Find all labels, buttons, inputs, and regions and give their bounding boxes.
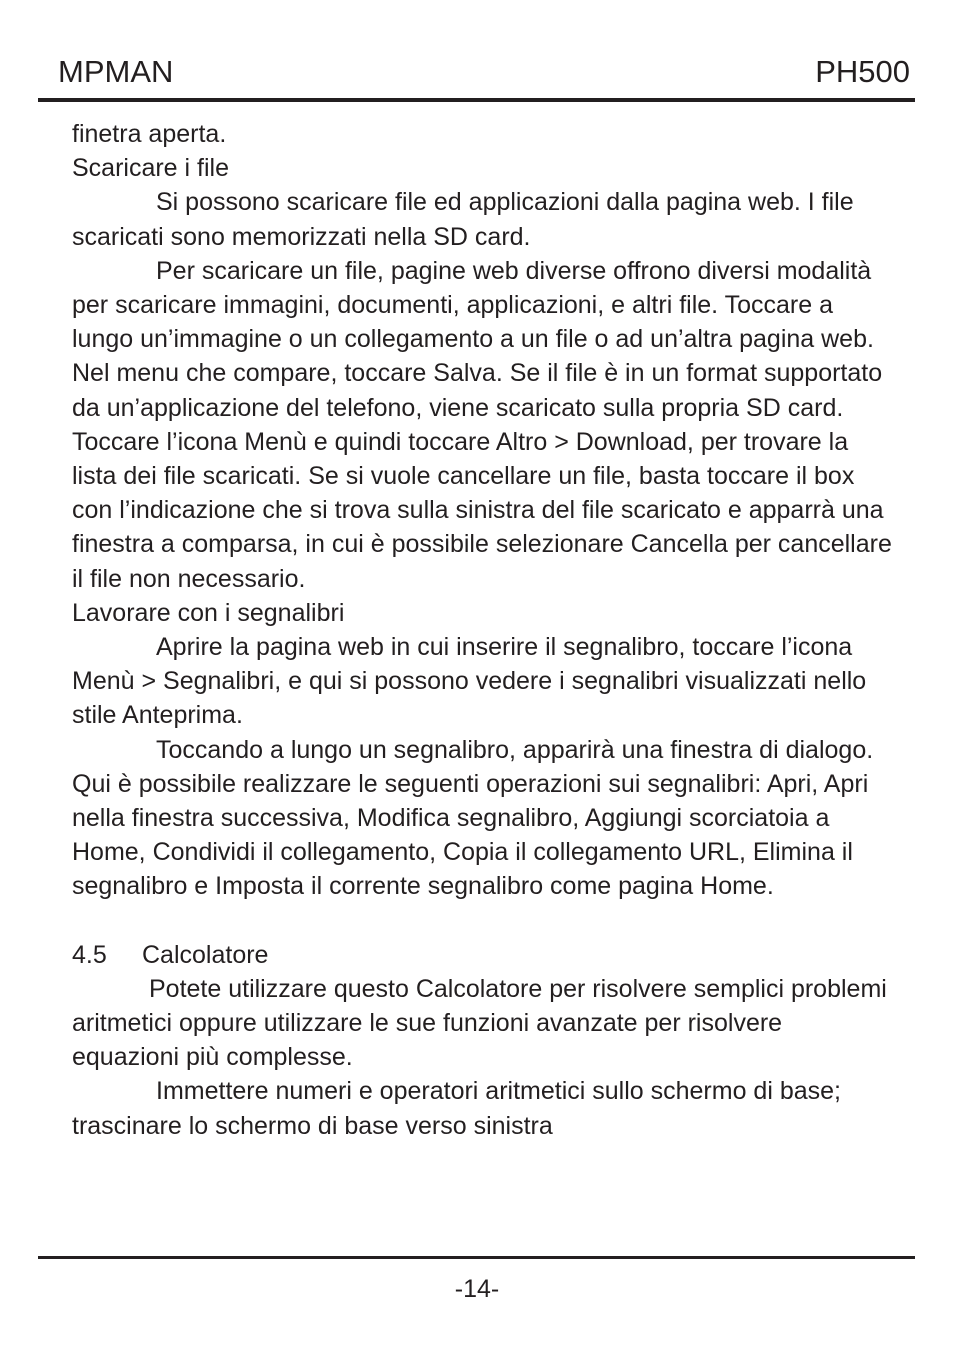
section-number: 4.5 <box>72 940 107 969</box>
heading-bookmarks: Lavorare con i segnalibri <box>72 598 345 627</box>
paragraph-download-intro: Si possono scaricare file ed applicazioni dalla pagina web. I file scaricati sono memorizzati nella SD card. <box>72 188 854 251</box>
section-spacer <box>72 904 892 938</box>
paragraph-calculator-usage: Immettere numeri e operatori aritmetici sullo schermo di base; trascinare lo schermo di base verso sinistra <box>72 1077 841 1140</box>
page-number: -14- <box>454 1275 500 1303</box>
section-title: Calcolatore <box>142 940 269 969</box>
page-header <box>38 52 914 98</box>
model-name: PH500 <box>815 54 910 89</box>
paragraph-bookmarks-actions: Toccando a lungo un segnalibro, apparirà una finestra di dialogo. Qui è possibile realizzare le seguenti operazioni sui segnalibri: Apri, Apri nella finestra successiva, Modifica segnalibro, Aggiungi scorciatoia a Home, Condividi il collegamento, Copia il collegamento URL, Elimina il segnalibro e Imposta il corrente segnalibro come pagina Home. <box>72 735 874 901</box>
header-rule <box>38 98 915 102</box>
page-body <box>72 117 892 1143</box>
paragraph-continuation: finetra aperta. <box>72 120 227 148</box>
footer-rule <box>38 1256 915 1259</box>
brand-name: MPMAN <box>58 54 174 89</box>
paragraph-download-steps: Per scaricare un file, pagine web diverse offrono diversi modalità per scaricare immagini, documenti, applicazioni, e altri file. Toccare a lungo un’immagine o un collegamento a un file o ad un’altra pagina web. Nel menu che compare, toccare Salva. Se il file è in un format supportato da un’applicazione del telefono, viene scaricato sulla propria SD card. Toccare l’icona Menù e quindi toccare Altro > Download, per trovare la lista dei file scaricati. Se si vuole cancellare un file, basta toccare il box con l’indicazione che si trova sulla sinistra del file scaricato e apparrà una finestra a comparsa, in cui è possibile selezionare Cancella per cancellare il file non necessario. <box>72 256 892 593</box>
paragraph-bookmarks-open: Aprire la pagina web in cui inserire il segnalibro, toccare l’icona Menù > Segnalibri, e qui si possono vedere i segnalibri visualizzati nello stile Anteprima. <box>72 633 867 730</box>
paragraph-calculator-intro: Potete utilizzare questo Calcolatore per risolvere semplici problemi aritmetici oppure utilizzare le sue funzioni avanzate per risolvere equazioni più complesse. <box>72 974 887 1072</box>
heading-download-files: Scaricare i file <box>72 154 229 183</box>
section-heading-calculator <box>72 938 892 972</box>
